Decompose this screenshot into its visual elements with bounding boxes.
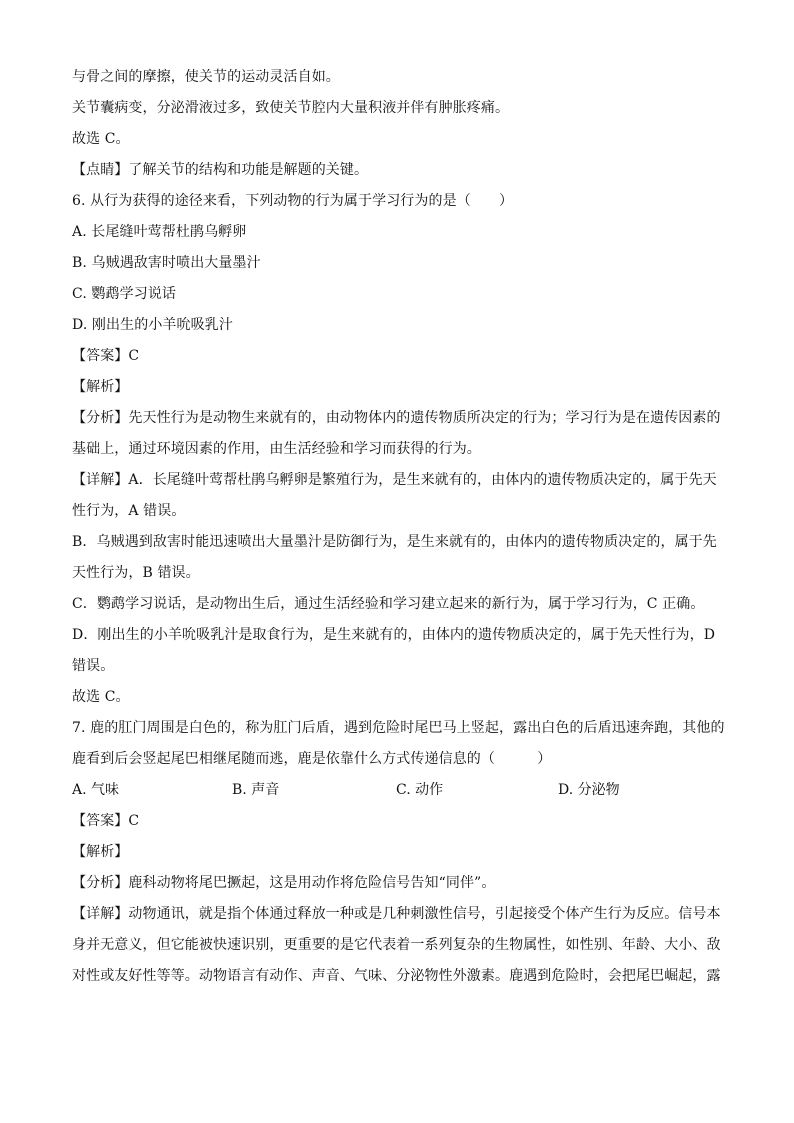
question-7-stem: 7. 鹿的肛门周围是白色的，称为肛门后盾，遇到危险时尾巴马上竖起，露出白色的后盾迅速奔跑，其他的 — [72, 720, 725, 736]
question-6-option-d: D. 刚出生的小羊吮吸乳汁 — [72, 317, 233, 333]
text-line: 性行为，A 错误。 — [72, 503, 186, 519]
text-line: D．刚出生的小羊吮吸乳汁是取食行为，是生来就有的，由体内的遗传物质决定的，属于先天性行为，D — [72, 627, 716, 643]
text-line: 【分析】先天性行为是动物生来就有的，由动物体内的遗传物质所决定的行为；学习行为是在遗传因素的 — [72, 410, 721, 426]
question-7-options — [72, 775, 724, 806]
question-7-option-d: D. 分泌物 — [558, 782, 620, 798]
answer-label: 【答案】C — [72, 813, 140, 829]
text-line: 【点睛】了解关节的结构和功能是解题的关键。 — [72, 162, 369, 178]
answer-label: 【答案】C — [72, 348, 140, 364]
text-line: 【详解】A．长尾缝叶莺帮杜鹃乌孵卵是繁殖行为，是生来就有的，由体内的遗传物质决定的，属于先天 — [72, 472, 717, 488]
question-7-option-b: B. 声音 — [232, 782, 280, 798]
question-6-option-c: C. 鹦鹉学习说话 — [72, 286, 177, 302]
text-line: 【分析】鹿科动物将尾巴撅起，这是用动作将危险信号告知“同伴”。 — [72, 875, 496, 891]
text-line: C．鹦鹉学习说话，是动物出生后，通过生活经验和学习建立起来的新行为，属于学习行为，C 正确。 — [72, 596, 705, 612]
question-6-option-a: A. 长尾缝叶莺帮杜鹃乌孵卵 — [72, 224, 247, 240]
text-line: 对性或友好性等等。动物语言有动作、声音、气味、分泌物性外激素。鹿遇到危险时，会把尾巴崛起，露 — [72, 968, 721, 984]
analysis-label: 【解析】 — [72, 379, 129, 395]
text-line: B．乌贼遇到敌害时能迅速喷出大量墨汁是防御行为，是生来就有的，由体内的遗传物质决定的，属于先 — [72, 534, 717, 550]
question-7-stem-cont: 鹿看到后会竖起尾巴相继尾随而逃，鹿是依靠什么方式传递信息的（ ） — [72, 751, 552, 767]
question-7-option-a: A. 气味 — [72, 782, 120, 798]
text-line: 天性行为，B 错误。 — [72, 565, 200, 581]
text-line: 关节囊病变，分泌滑液过多，致使关节腔内大量积液并伴有肿胀疼痛。 — [72, 100, 510, 116]
analysis-label: 【解析】 — [72, 844, 129, 860]
text-line: 身并无意义，但它能被快速识别，更重要的是它代表着一系列复杂的生物属性，如性别、年龄、大小、敌 — [72, 937, 721, 953]
text-line: 基础上，通过环境因素的作用，由生活经验和学习而获得的行为。 — [72, 441, 481, 457]
question-6-option-b: B. 乌贼遇敌害时喷出大量墨汁 — [72, 255, 261, 271]
text-line: 故选 C。 — [72, 131, 130, 147]
text-line: 【详解】动物通讯，就是指个体通过释放一种或是几种刺激性信号，引起接受个体产生行为反应。信号本 — [72, 906, 721, 922]
question-6-stem: 6. 从行为获得的途径来看，下列动物的行为属于学习行为的是（ ） — [72, 193, 514, 209]
question-7-option-c: C. 动作 — [396, 782, 444, 798]
text-line: 故选 C。 — [72, 689, 130, 705]
text-line: 错误。 — [72, 658, 115, 674]
document-page — [72, 62, 724, 992]
text-line: 与骨之间的摩擦，使关节的运动灵活自如。 — [72, 69, 340, 85]
